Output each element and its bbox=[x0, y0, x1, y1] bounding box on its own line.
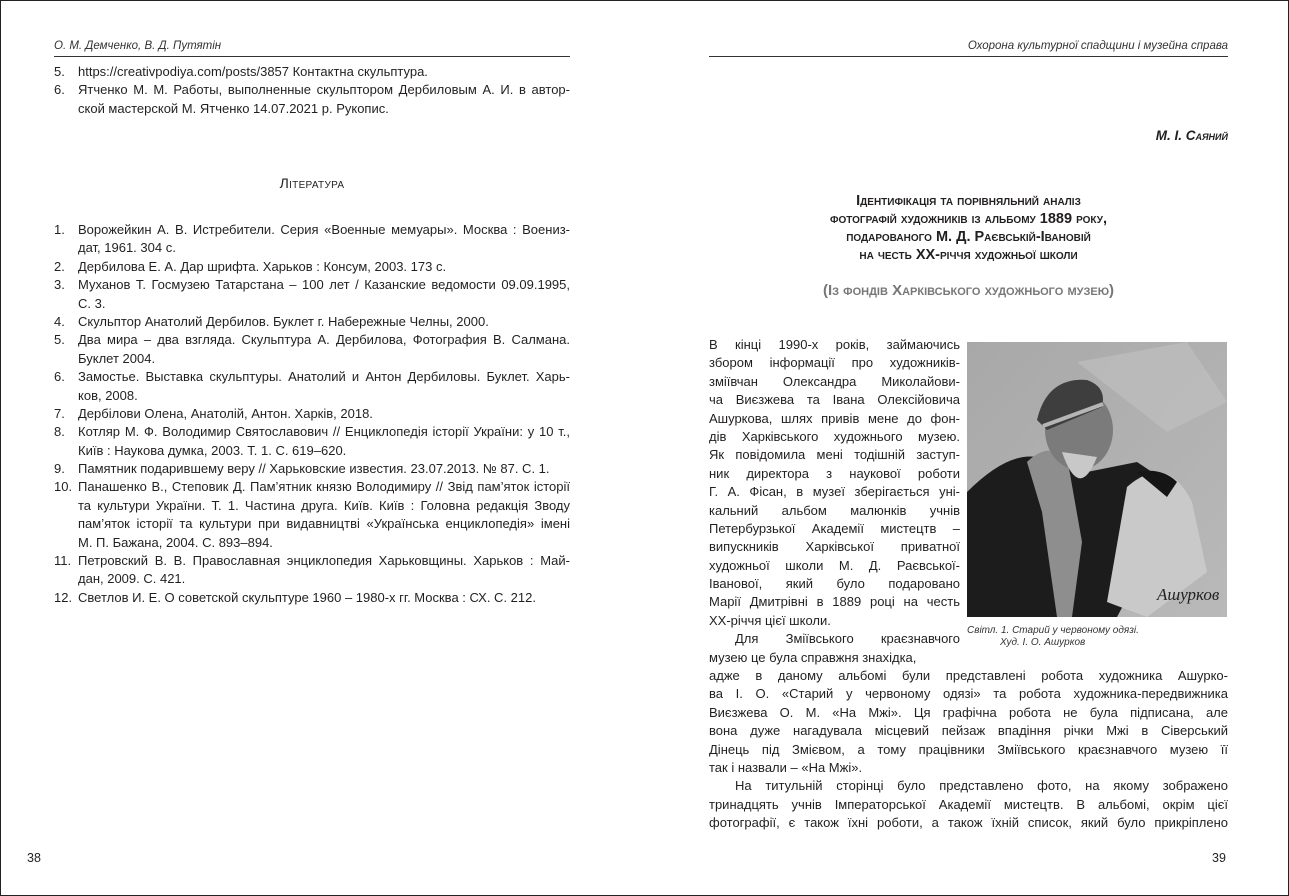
body-line: Для Зміївського краєзнавчого bbox=[735, 631, 960, 647]
reference-number: 2. bbox=[54, 258, 65, 274]
reference-item bbox=[54, 368, 570, 405]
reference-line: Скульптор Анатолий Дербилов. Буклет г. Набережные Челны, 2000. bbox=[78, 313, 489, 329]
body-line: Ашуркова, шлях привів мене до фон- bbox=[709, 410, 960, 426]
reference-item bbox=[54, 589, 570, 607]
reference-line: Ятченко М. М. Работы, выполненные скульптором Дербиловым А. И. в автор- bbox=[78, 82, 570, 98]
body-line: Петербурзької Академії мистецтв – bbox=[709, 520, 960, 536]
figure-caption bbox=[967, 625, 1227, 649]
article-title bbox=[709, 192, 1228, 264]
reference-line: дан, 2009. С. 421. bbox=[78, 571, 186, 587]
literature-list bbox=[54, 221, 570, 607]
reference-item bbox=[54, 81, 570, 118]
article-author: М. І. Саяний bbox=[1155, 128, 1228, 143]
reference-line: Светлов И. Е. О советской скульптуре 1960 – 1980-х гг. Москва : СХ. С. 212. bbox=[78, 589, 536, 605]
body-line: ва І. О. «Старий у червоному одязі» та робота художника-передвижника bbox=[709, 686, 1228, 702]
reference-line: та культури України. Т. 1. Частина друга. Київ. Київ : Головна редакція Зводу bbox=[78, 497, 570, 513]
reference-line: Котляр М. Ф. Володимир Святославович // Енциклопедія історії України: у 10 т., bbox=[78, 424, 570, 440]
reference-line: дат, 1961. 304 с. bbox=[78, 240, 176, 256]
reference-line: Замостье. Выставка скульптуры. Анатолий и Антон Дербиловы. Буклет. Харь- bbox=[78, 369, 570, 385]
reference-line: ков, 2008. bbox=[78, 387, 138, 403]
reference-line: Дербилова Е. А. Дар шрифта. Харьков : Консум, 2003. 173 с. bbox=[78, 258, 447, 274]
body-line: ча Виєзжева та Івана Олексійовича bbox=[709, 392, 960, 408]
reference-number: 10. bbox=[54, 479, 73, 495]
body-line: вона дуже нагадувала місцевий пейзаж впадіння річки Мжі в Сіверський bbox=[709, 723, 1228, 739]
body-line: Марії Дмитрівні в 1889 році на честь bbox=[709, 594, 960, 610]
reference-item bbox=[54, 405, 570, 423]
reference-line: Два мира – два взгляда. Скульптура А. Дербилова, Фотография В. Салмана. bbox=[78, 332, 570, 348]
reference-number: 9. bbox=[54, 461, 65, 477]
body-line: художньої школи М. Д. Раєвської- bbox=[709, 557, 960, 573]
caption-line-2: Худ. І. О. Ашурков bbox=[1000, 637, 1086, 648]
body-line: так і назвали – «На Мжі». bbox=[709, 759, 863, 775]
reference-line: https://creativpodiya.com/posts/3857 Контактна скульптура. bbox=[78, 64, 428, 79]
sources-list bbox=[54, 63, 570, 118]
body-line: зміївчан Олександра Миколайови- bbox=[709, 373, 960, 389]
reference-item bbox=[54, 258, 570, 276]
reference-number: 7. bbox=[54, 405, 65, 421]
article-subtitle: (Із фондів Харківського художнього музею) bbox=[822, 282, 1115, 299]
body-text-wide bbox=[709, 667, 1228, 833]
title-line: Ідентифікація та порівняльний аналіз bbox=[856, 193, 1081, 209]
reference-line: Муханов Т. Госмузею Татарстана – 100 лет / Казанские ведомости 09.09.1995, bbox=[78, 277, 570, 293]
reference-number: 6. bbox=[54, 369, 65, 385]
reference-number: 12. bbox=[54, 589, 73, 605]
title-line: подарованого М. Д. Раєвській-Івановій bbox=[846, 229, 1091, 245]
reference-line: Київ : Наукова думка, 2003. Т. 1. С. 619–620. bbox=[78, 442, 347, 458]
reference-number: 11. bbox=[54, 553, 72, 569]
page-number-right: 39 bbox=[1212, 851, 1226, 865]
body-text-narrow bbox=[709, 336, 960, 667]
right-running-head: Охорона культурної спадщини і музейна справа bbox=[709, 40, 1228, 57]
reference-number: 1. bbox=[54, 222, 65, 237]
reference-number: 3. bbox=[54, 277, 65, 293]
reference-line: Петровский В. В. Православная энциклопедия Харьковщины. Харьков : Май- bbox=[78, 553, 570, 569]
reference-item bbox=[54, 63, 570, 81]
reference-item bbox=[54, 478, 570, 552]
body-line: Як повідомила мені тодішній заступ- bbox=[709, 447, 960, 463]
reference-line: пам’яток історії та культури при видавництві «Українська енциклопедія» імені bbox=[78, 516, 570, 532]
reference-line: М. П. Бажана, 2004. С. 893–894. bbox=[78, 534, 273, 550]
reference-number: 6. bbox=[54, 82, 65, 98]
reference-item bbox=[54, 423, 570, 460]
body-line: Іванової, який було подаровано bbox=[709, 576, 960, 592]
reference-line: ской мастерской М. Ятченко 14.07.2021 р. Рукопис. bbox=[78, 100, 389, 116]
body-line: випускників Харківської приватної bbox=[709, 539, 960, 555]
reference-line: Буклет 2004. bbox=[78, 350, 156, 366]
left-running-head: О. М. Демченко, В. Д. Путятін bbox=[54, 40, 570, 57]
reference-line: Памятник подарившему веру // Харьковские известия. 23.07.2013. № 87. С. 1. bbox=[78, 461, 550, 477]
reference-item bbox=[54, 460, 570, 478]
title-line: на честь XX-річчя художньої школи bbox=[859, 247, 1078, 263]
body-line: ник директора з наукової роботи bbox=[709, 465, 960, 481]
body-line: кальний альбом малюнків учнів bbox=[709, 502, 960, 518]
reference-number: 8. bbox=[54, 424, 65, 440]
body-line: Дінець під Змієвом, а тому працівники Зміївського краєзнавчого музею її bbox=[709, 741, 1228, 757]
old-man-portrait-icon bbox=[967, 342, 1227, 617]
reference-item bbox=[54, 552, 570, 589]
body-line: Виєзжева О. М. «На Мжі». Ця графічна робота не була підписана, але bbox=[709, 704, 1228, 720]
reference-line: Панашенко В., Степовик Д. Пам’ятник князю Володимиру // Звід пам’яток історії bbox=[78, 479, 570, 495]
reference-item bbox=[54, 276, 570, 313]
portrait-signature: Ашурков bbox=[1157, 585, 1220, 604]
body-line: Г. А. Фісан, в музеї зберігається уні- bbox=[709, 484, 960, 500]
caption-line-1: Світл. 1. Старий у червоному одязі. bbox=[967, 625, 1139, 636]
body-line: фотографії, є також їхні роботи, а також їхній список, який було прикріплено bbox=[709, 815, 1228, 831]
reference-item bbox=[54, 221, 570, 258]
body-line: збором інформації про художників- bbox=[709, 355, 960, 371]
body-line: В кінці 1990-х років, займаючись bbox=[709, 337, 960, 352]
reference-number: 5. bbox=[54, 332, 65, 348]
page-number-left: 38 bbox=[27, 851, 41, 865]
reference-item bbox=[54, 313, 570, 331]
body-line: дів Харківського художнього музею. bbox=[709, 428, 960, 444]
reference-line: Ворожейкин А. В. Истребители. Серия «Военные мемуары». Москва : Воениз- bbox=[78, 222, 570, 237]
body-line: На титульній сторінці було представлено фото, на якому зображено bbox=[735, 778, 1228, 794]
reference-item bbox=[54, 331, 570, 368]
body-line: адже в даному альбомі були представлені робота художника Ашурко- bbox=[709, 668, 1228, 683]
body-line: тринадцять учнів Імператорської Академії мистецтв. В альбомі, окрім цієї bbox=[709, 796, 1228, 812]
reference-number: 5. bbox=[54, 64, 65, 79]
literature-heading: Література bbox=[279, 175, 345, 191]
reference-number: 4. bbox=[54, 313, 65, 329]
body-line: музею це була справжня знахідка, bbox=[709, 649, 917, 665]
title-line: фотографій художників із альбому 1889 року, bbox=[829, 211, 1107, 227]
figure-image bbox=[967, 342, 1227, 617]
reference-line: С. 3. bbox=[78, 295, 106, 311]
reference-line: Дербілови Олена, Анатолій, Антон. Харків, 2018. bbox=[78, 405, 373, 421]
body-line: XX-річчя цієї школи. bbox=[709, 612, 831, 628]
